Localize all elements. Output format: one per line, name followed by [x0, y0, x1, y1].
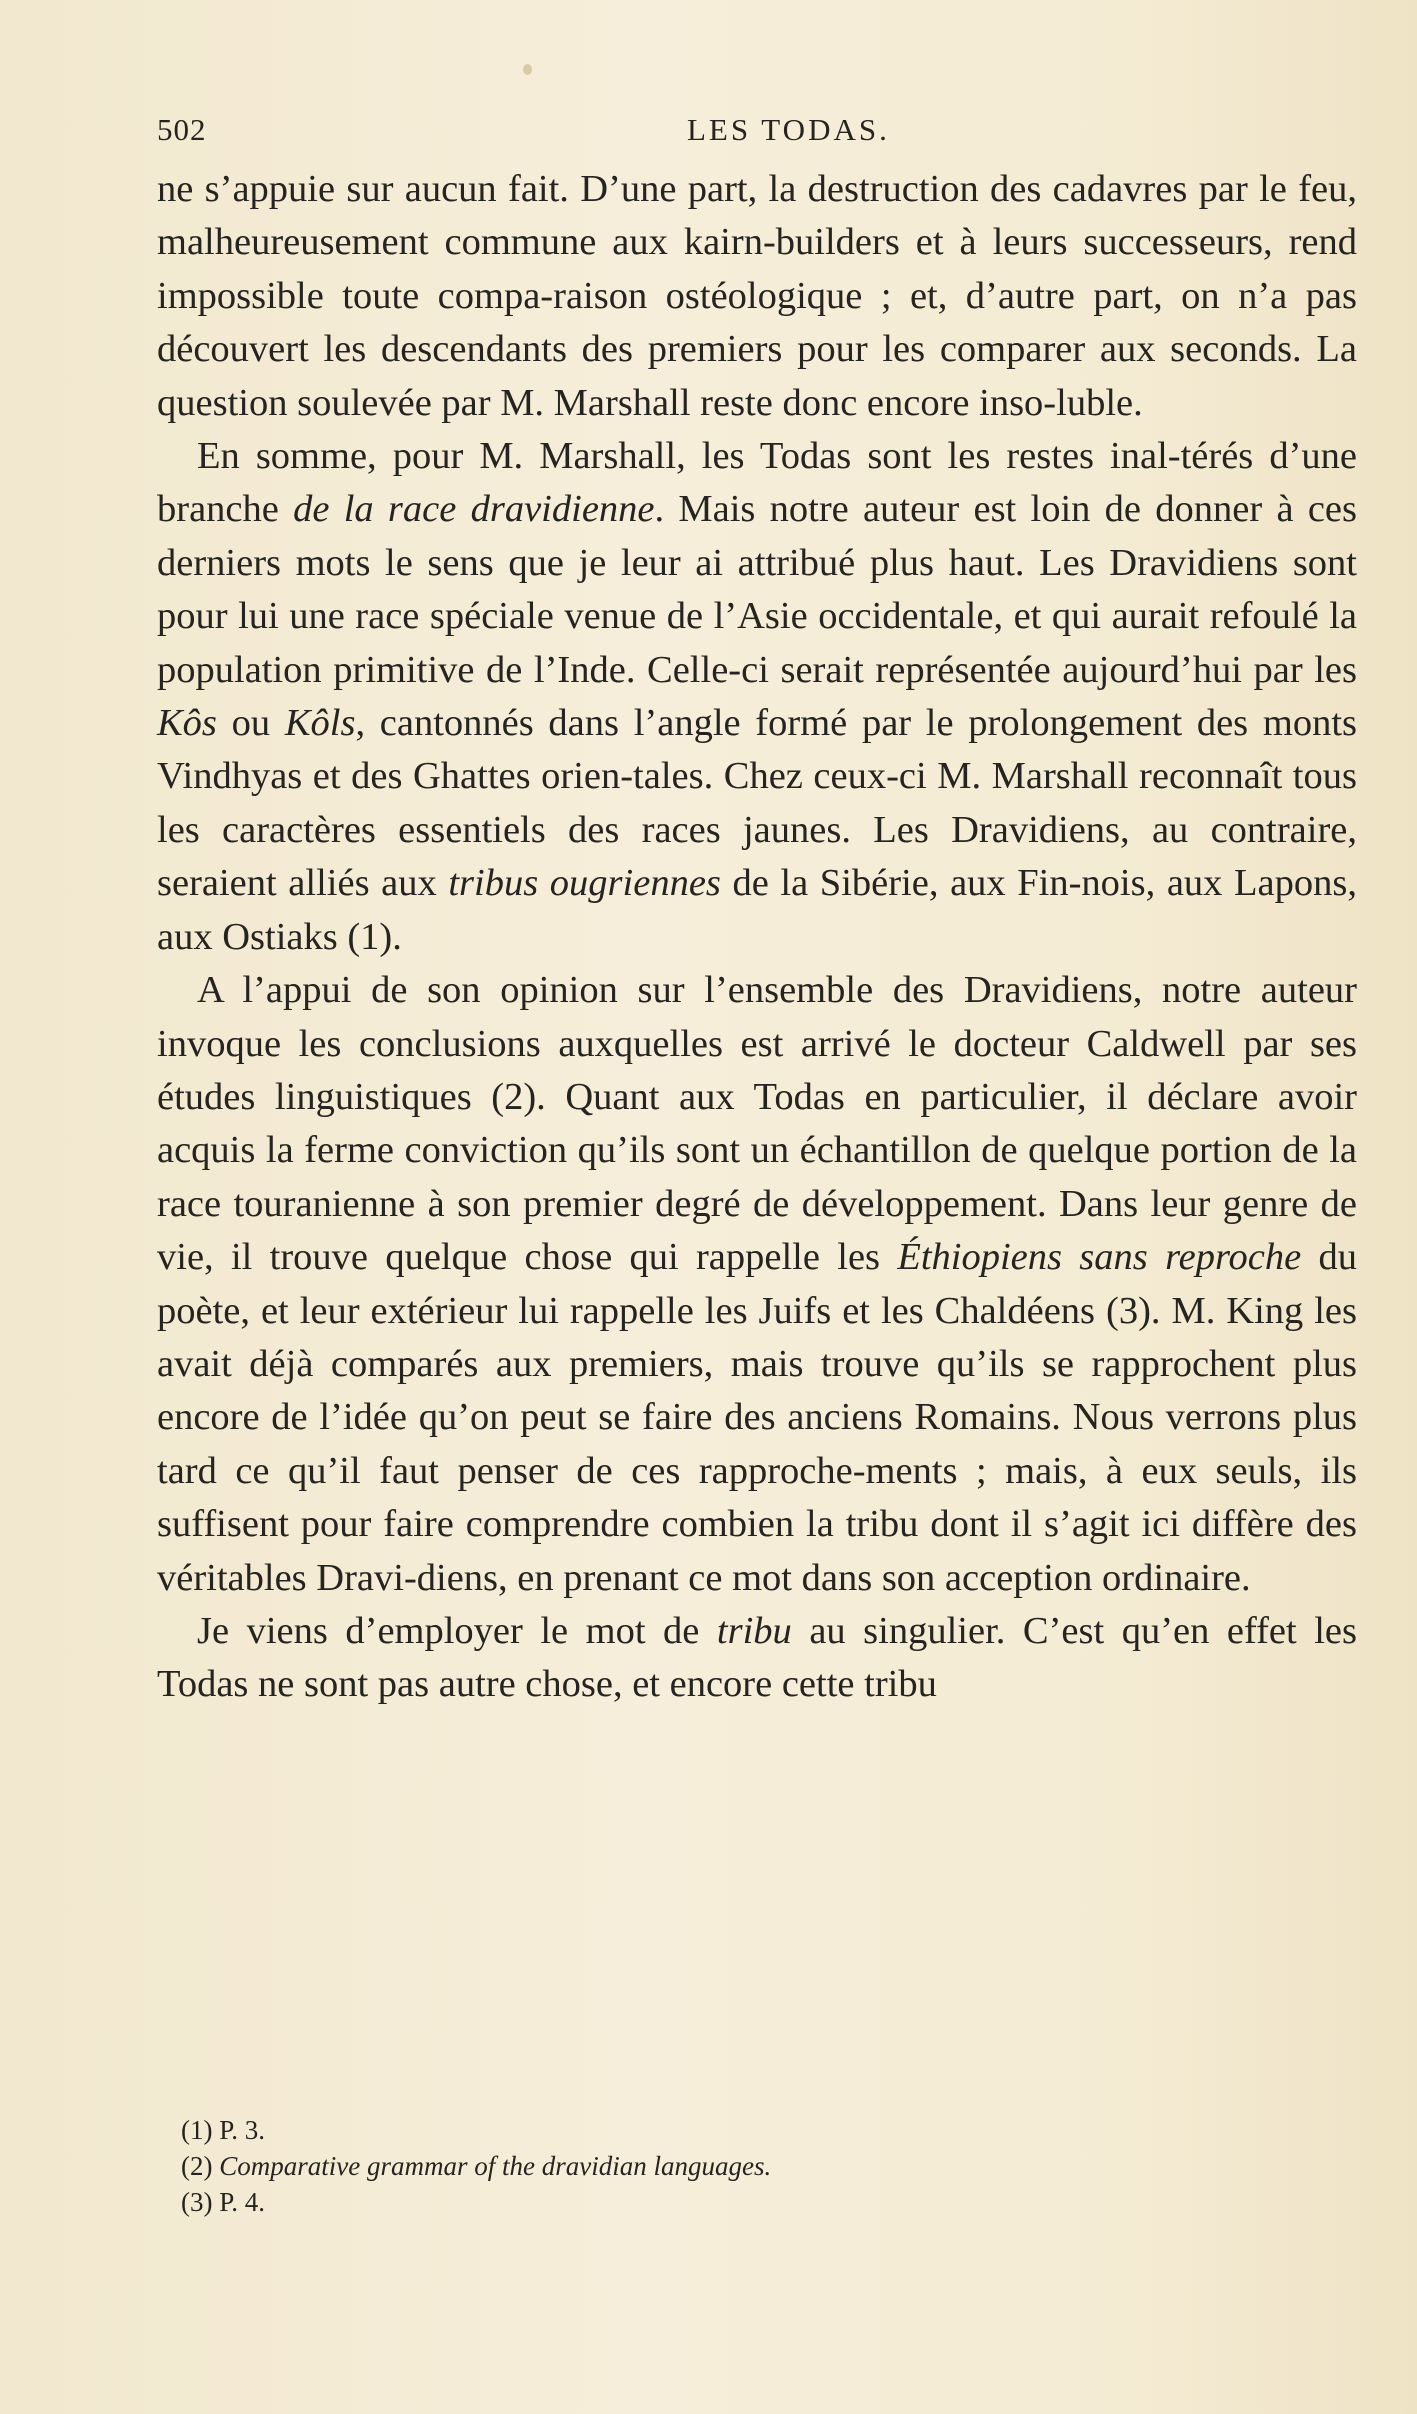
- text-run: (2): [181, 2151, 220, 2181]
- text-run: (3) P. 4.: [181, 2187, 266, 2217]
- italic-text: de la race dravidienne: [293, 488, 655, 531]
- text-run: Je viens d’employer le mot de: [197, 1609, 717, 1652]
- paragraph: [157, 430, 1357, 964]
- italic-text: tribus ougriennes: [448, 862, 721, 905]
- italic-text: Éthiopiens sans reproche: [897, 1236, 1302, 1279]
- text-run: , cantonnés dans l’angle formé par le prolongement des monts Vindhyas et des Ghattes orien-tales. Chez ceux-ci M. Marshall reconnaît tous les caractères essentiels des races jaunes. Les Dravidiens, au contraire, seraient alliés aux: [157, 702, 1358, 905]
- ink-spot: [523, 64, 532, 75]
- running-head: [157, 112, 1357, 152]
- text-run: A l’appui de son opinion sur l’ensemble des Dravidiens, notre auteur invoque les conclusions auxquelles est arrivé le docteur Caldwell par ses études linguistiques (2). Quant aux Todas en particulier, il déclare avoir acquis la ferme conviction qu’ils sont un échantillon de quelque portion de la race touranienne à son premier degré de développement. Dans leur genre de vie, il trouve quelque chose qui rappelle les: [157, 969, 1357, 1279]
- text-run: (1) P. 3.: [181, 2115, 266, 2145]
- paragraph: [157, 163, 1357, 430]
- italic-text: Comparative grammar of the dravidian languages.: [219, 2151, 772, 2181]
- footnote: [181, 2148, 1281, 2184]
- italic-text: tribu: [716, 1609, 792, 1652]
- paragraph: [157, 964, 1357, 1605]
- text-run: du poète, et leur extérieur lui rappelle les Juifs et les Chaldéens (3). M. King les avait déjà comparés aux premiers, mais trouve qu’ils se rapprochent plus encore de l’idée qu’on peut se faire des anciens Romains. Nous verrons plus tard ce qu’il faut penser de ces rapproche-ments ; mais, à eux seuls, ils suffisent pour faire comprendre combien la tribu dont il s’agit ici diffère des véritables Dravi-diens, en prenant ce mot dans son acception ordinaire.: [157, 1236, 1358, 1599]
- footnotes: [181, 2112, 1281, 2220]
- footnote: [181, 2112, 1281, 2148]
- paragraph: [157, 1605, 1357, 1712]
- italic-text: Kôs: [157, 702, 217, 745]
- body-text: [157, 163, 1357, 1712]
- text-run: ne s’appuie sur aucun fait. D’une part, la destruction des cadavres par le feu, malheureusement commune aux kairn-builders et à leurs successeurs, rend impossible toute compa-raison ostéologique ; et, d’autre part, on n’a pas découvert les descendants des premiers pour les comparer aux seconds. La question soulevée par M. Marshall reste donc encore inso-luble.: [157, 168, 1357, 424]
- text-run: . Mais notre auteur est loin de donner à ces derniers mots le sens que je leur ai attribué plus haut. Les Dravidiens sont pour lui une race spéciale venue de l’Asie occidentale, et qui aurait refoulé la population primitive de l’Inde. Celle-ci serait représentée aujourd’hui par les: [157, 488, 1357, 691]
- italic-text: Kôls: [284, 702, 356, 745]
- page-number: 502: [157, 112, 207, 147]
- text-run: ou: [216, 702, 285, 745]
- footnote: [181, 2184, 1281, 2220]
- text-run: de la Sibérie, aux Fin-nois, aux Lapons, aux Ostiaks (1).: [157, 862, 1357, 958]
- text-run: En somme, pour M. Marshall, les Todas sont les restes inal-térés d’une branche: [157, 435, 1357, 531]
- text-run: au singulier. C’est qu’en effet les Todas ne sont pas autre chose, et encore cette tribu: [157, 1609, 1357, 1706]
- running-title: LES TODAS.: [687, 112, 890, 147]
